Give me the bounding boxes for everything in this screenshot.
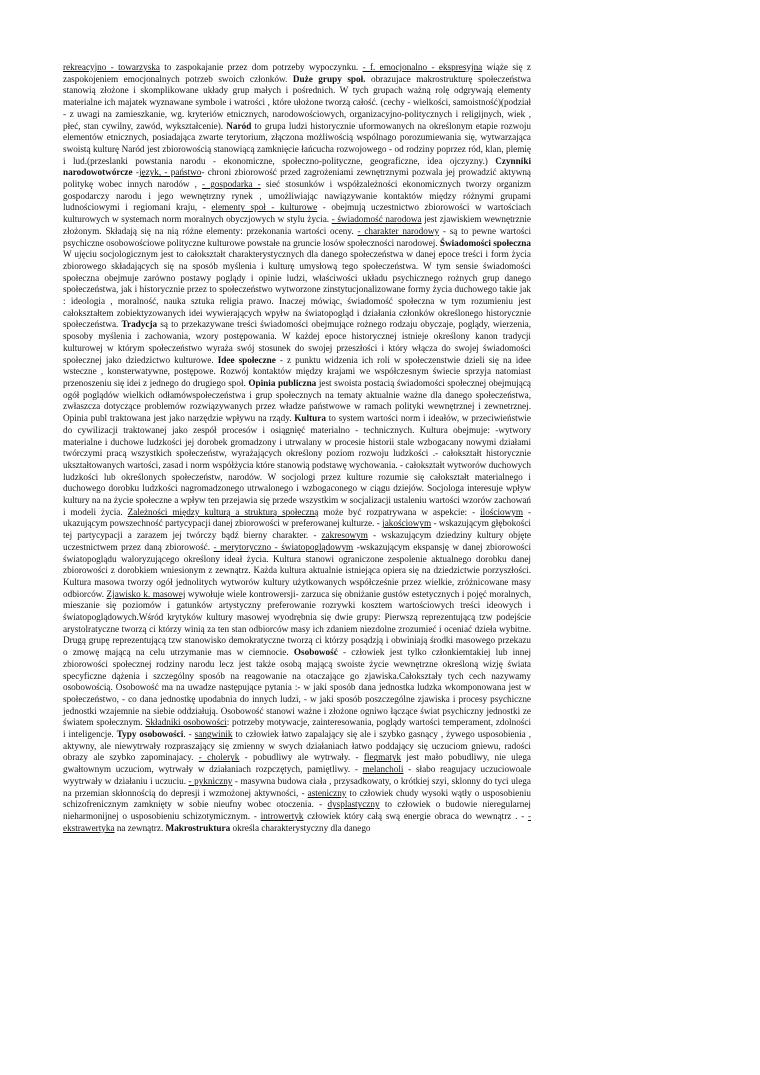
document-page (63, 62, 531, 834)
text-run: wiąże się z zaspokojeniem emocjonalnych potrzeb swoich członków. (63, 62, 531, 84)
text-run: człowiek który całą swą energie obraca do wewnątrz . - (303, 811, 528, 821)
text-run: obrazujace makrostrukturę społeczeństwa stanowią złożone i skomplikowane układy grup małych i pośrednich. W tych grupach ważną rolę odgrywają elementy materialne ich majatek wyznawane symbole i watrości , które ułożone tworzą całość. (cechy - wielkości, samoistność)(podział - z uwagi na zamieszkanie, wg. kryteriów etnicznych, narodowościowych, organizacyjno-politycznych i religijnych, wiek , płeć, stan cywilny, zawód, wykształcenie). (63, 73, 532, 131)
underlined-term: asteniczny (307, 787, 347, 798)
bold-term: Idee społeczne (217, 354, 276, 365)
underlined-term: dysplastyczny (327, 799, 380, 810)
bold-term: Kultura (294, 413, 326, 424)
text-run: W ujęciu socjologicznym jest to całokształt charakterystycznych dla danego społeczeństwa w danej epoce treści i form życia zbiorowego składających się na sposób myślenia i kulturę umysłową tego społeczeństwa. W tym sensie świadomości społeczna obejmuje zarówno postawy poglądy i opinie ludzi, właściwości układu psychicznego rożnych grup danego społeczeństwa, jak i historycznie przez to społeczeństwo wytworzone zinstytucjonalizowane formy życia duchowego takie jak : ideologia , moralność, nauka sztuka religia prawo. Inaczej mówiąc, świadomość społeczna w tym rozumieniu jest całokształtem zobiektyzowanych idei wywierających wpyłw na światopogląd i działania członków określonego historycznie społeczeństwa. (63, 249, 531, 330)
underlined-term: melancholi (362, 764, 404, 775)
text-run: -wskazującym ekspansję w danej zbiorowości światopoglądu waloryzującego określony ideał życia. Kultura stanowi ograniczone zespolenie aktualnego dorobku danej zbiorowości z dorobkiem wniesionym z zewnątrz. Każda kultura aktualnie istniejąca opiera się na dziedzictwie porzyszłości. Kultura masowa tworzy ogół jednolitych wytworów kultury użytkowanych współcześnie przez wielkie, zróżnicowane masy odbiorców. (63, 541, 531, 599)
underlined-term: flegmatyk (363, 752, 402, 763)
text-run: - słabo reagujacy uczuciowoale wyytrwały w działaniu i uczuciu. (63, 764, 531, 786)
text-run: : potrzeby motywacje, zainteresowania, poglądy wartości temperament, zdolności i inteligencje. (63, 717, 531, 740)
underlined-term: - f. emocjonalno - ekspresyjna (362, 62, 483, 72)
text-run: to zaspokajanie przez dom potrzeby wypoczynku. (159, 62, 363, 72)
underlined-term: elementy społ - kulturowe (211, 202, 318, 213)
text-run: - chroni zbiorowość przed zagrożeniami zewnętrznymi pozwala jej prowadzić aktywną politykę wobec innych narodów , (63, 167, 532, 190)
underlined-term: Zależności między kulturą a strukturą społeczną (127, 506, 319, 517)
underlined-term: - choleryk (198, 752, 240, 763)
text-run: . - (183, 729, 195, 740)
underlined-term: Składniki osobowości (145, 717, 227, 728)
text-run: - wskazującym głębokości tej partycypacji a zarazem jej twórczy bądź bierny charakter. - (63, 518, 531, 541)
underlined-term: zakresowym (321, 530, 368, 541)
text-run: to człowiek o budowie nieregularnej nieharmonijnej o usposobieniu schizotymicznym. - (63, 799, 531, 821)
text-run: są to przekazywane treści świadomości obejmujące rożnego rodzaju obyczaje, poglądy, wierzenia, sposoby myślenia i zachowania, wzory postępowania. W każdej epoce historycznej istnieje określony kanon tradycji kulturowej w którym społeczeństwo wyraża swój stosunek do swojej przeszłości i który włącza do swojej świadomości społecznej jako dziedzictwo kulturowe. (63, 319, 532, 365)
text-run: - z punktu widzenia ich roli w społeczenstwie dzieli się na idee wsteczne , konsterwatywne, postępowe. Rozwój kontaktów między krajami we współczesnym świecie sprzyja natomiast przenoszeniu się idei z jednego do drugiego społ. (63, 354, 532, 388)
underlined-term: - ekstrawertyka (63, 811, 531, 833)
underlined-term: ilościowym (480, 506, 523, 517)
text-run: - masywna budowa ciała , przysadkowaty, o krótkiej szyi, sklonny do tyci ulega na przemian skłonnością do depresji i wzmożonej aktywności, - (63, 775, 531, 798)
text-run: - są to pewne wartości psychiczne osobowościowe polityczne kulturowe powstałe na gruncie losów społeczności narodowej. (63, 225, 531, 248)
underlined-term: introwertyk (260, 811, 304, 821)
underlined-term: - merytoryczno - światopoglądowym (213, 541, 354, 552)
bold-term: Makrostruktura (165, 822, 231, 833)
body-paragraph (63, 62, 531, 834)
underlined-term: jakościowym (382, 518, 432, 529)
text-run: na zewnątrz. (114, 822, 166, 833)
underlined-term: rekreacyjno - towarzyska (63, 62, 160, 72)
bold-term: Naród (226, 120, 252, 131)
text-run: - (132, 167, 139, 178)
text-run: jest zjawiskiem wewnętrznie złożonym. Składają się na nią różne elementy: przekonania wartości oceny. (63, 214, 531, 236)
bold-term: Osobowość (293, 647, 338, 658)
underlined-term: Zjawisko k. masowej (106, 588, 186, 599)
text-run: - człowiek jest tylko członkiemtakiej lub innej zbiorowości społecznej rodziny narodu lecz jest także osobą mającą swoiste życie wewnętrzne określoną wizję świata specyficzne dążenia i szczególny sposób na reagowanie na otaczające go zjawiska.Całokształy tych cech nazywamy osobowością. Osobowość ma na uwadze następujące pytania :- w jaki sposób dana jednostka ludzka wkomponowana jest w społeczeństwo, - co dana jednostkę upodabnia do innych ludzi, - w jaki sposób poszczególne zjawiska i procesy psychiczne jednostki wzajemnie na siebie oddziałują. Osobowość stanowi ważne i złożone ogniwo łączące świat psychiczny jednostki ze światem społecznym. (63, 647, 532, 728)
underlined-term: - pykniczny (188, 775, 233, 786)
text-run: to człowiek chudy wysoki wątły o usposobieniu schizofrenicznym zamknięty w sobie nieufny wobec otoczenia. - (63, 787, 531, 810)
text-run: to system wartości norm i ideałów, w przeciwieństwie do cywilizacji traktowanej jako zespół procesów i osiągnięć materialno - technicznych. Kultura obejmuje: -wytwory materialne i duchowe ludzkości jej dorobek gromadzony i utrwalany w procesie historii stale wzbogacany nowymi działami twórczymi pracą wszystkich społeczeństw, wyrażających określony poziom rozwoju ludzkości .- całokształt historycznie ukształtowanych wartości, zasad i norm współżycia które stanowią podstawę wychowania. - całokształt wytworów duchowych ludzkości lub określonych społeczeństw, narodów. W socjologi przez kulture rozumie się całokształt materialnego i duchowego dorobku ludzkości nagromadzonego utrwalonego i wzbogaconego w ciągu dziejów. Socjologa interesuje wpływ kultury na na życie społeczne a wpływ ten przejawia się przede wszystkim w socjalizacji ustaleniu wartości wzorów zachowań i modeli życia. (63, 413, 531, 517)
underlined-term: sangwinik (194, 729, 233, 740)
underlined-term: język, - państwo (138, 167, 202, 178)
text-run: to grupa ludzi historycznie uformowanych na określonym etapie rozwoju elementów etnicznych, posiadająca zwarte terytorium, złączona możliwością wspólnago porozumiewania się, wytwarzająca swoistą kulturę Naród jest zbiorowością stanowiącą zamknięcie łańcucha rozwojowego - od rodziny poprzez ród, klan, plemię i lud.(przeslanki powstania narodu - ekonomiczne, społeczno-polityczne, geograficzne, idea ojczyzny.) (63, 120, 532, 166)
text-run: - obejmują uczestnictwo zbiorowości w wartościach kulturowych w systemach norm moralnych obyczjowych w stylu życia. (63, 202, 531, 225)
text-run: to człowiek łatwo zapalający się ale i szybko gasnący , żywego usposobienia , aktywny, ale niewytrwały rozpraszający się zmienny w swych działaniach łatwo poddający się uczuciom gniewu, radości obrazy ale szybko zapominajacy. (63, 729, 531, 763)
text-run: - ukazującym powszechność partycypacji danej zbiorowości w preferowanej kulturze. - (63, 506, 532, 529)
underlined-term: - świadomość narodowa (331, 214, 422, 225)
bold-term: Typy osobowości (116, 729, 184, 740)
text-run: sieć stosunków i współzależności ekonomicznych tworzy organizm gospodarczy narodu i jego wewnętrzny rynek , umożliwiając nawiązywanie kontaktów między różnymi grupami ludnościowymi i regiomani kraju, - (63, 179, 531, 213)
bold-term: Duże grupy społ. (292, 73, 366, 84)
bold-term: Czynniki narodowotwórcze (63, 155, 531, 178)
underlined-term: - charakter narodowy (357, 225, 440, 236)
text-run: - pobudliwy ale wytrwały. - (239, 752, 364, 763)
bold-term: Tradycja (121, 319, 158, 330)
text-run: - wskazującym dziedziny kultury objęte uczestnictwem przez daną zbiorowość. (63, 530, 531, 552)
underlined-term: - gospodarka - (202, 179, 261, 190)
text-run: jest swoista postacią świadomości społecznej obejmującą ogół poglądów wielkich odłamówspołeczeństwa i grup społecznych na tematy aktualnie ważne dla danego społeczeństwa, zwłaszcza dotyczące problemów rozwiązywanych przez władze państwowe w ramach polityki wewnętrznej i zewnetrznej. Opinia publ traktowana jest jako narzędzie wpływu na rządy. (63, 377, 532, 424)
text-run: określa charakterystyczny dla danego (230, 822, 371, 833)
text-run: wywołuje wiele kontrowersji- zarzuca się obniżanie gustów estetycznych i pojęć moralnych, mieszanie się poziomów i gatunków artystyczny preferowanie rozrywki kosztem wartościowych treści ideowych i światopoglądowych.Wśród krytyków kultury masowej wyodrębnia się dwie grupy: Pierwszą reprezentującą tzw podejście arystolratyczne tworzą ci którzy winią za ten stan odbiorców masy ich zdaniem niezdolne zrozumieć i oceniać dzieła wybitne. Drugą grupę reprezentującą tzw stanowisko demokratyczne tworzą ci którzy posądzją i obwiniają środki masowego przekazu o zmowę mającą na celu utrzymanie mas w ciemnocie. (63, 588, 531, 658)
bold-term: Opinia publiczna (248, 377, 317, 388)
text-run: jest mało pobudliwy, nie ulega gwałtownym uczuciom, wytrwały w działaniach rozpczętych, pamiętliwy. - (63, 752, 531, 775)
text-run: może być rozpatrywana w aspekcie: - (318, 506, 481, 517)
bold-term: Świadomości społeczna (439, 237, 531, 248)
